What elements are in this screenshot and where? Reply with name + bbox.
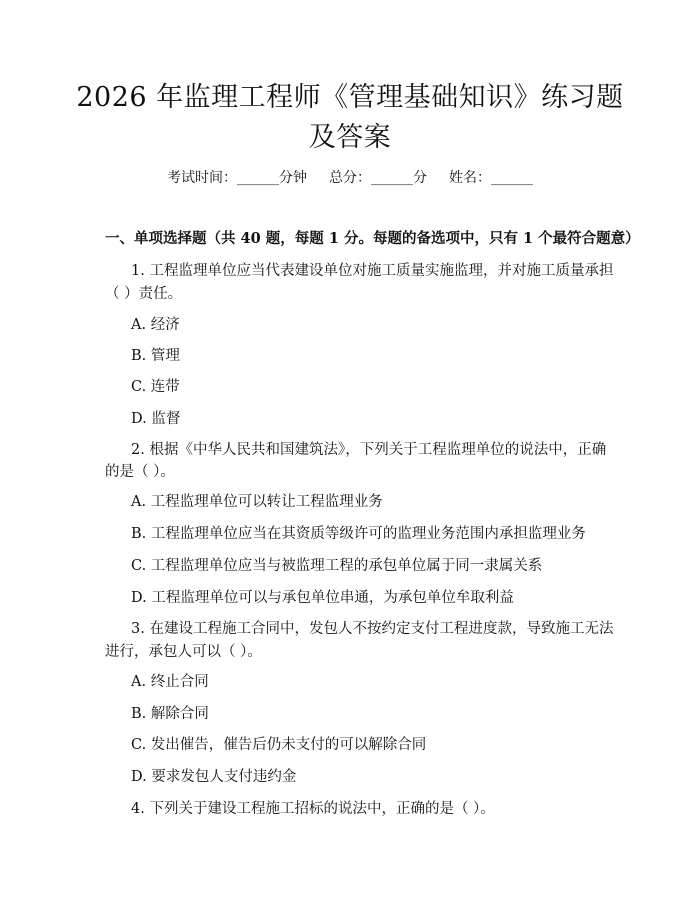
question-1-option-b: B. 管理 (131, 348, 180, 364)
question-1-option-c: C. 连带 (131, 379, 180, 395)
question-2-option-b: B. 工程监理单位应当在其资质等级许可的监理业务范围内承担监理业务 (131, 526, 586, 542)
question-2-option-c: C. 工程监理单位应当与被监理工程的承包单位属于同一隶属关系 (131, 558, 543, 574)
name-label: 姓名：______ (449, 170, 533, 186)
question-3-option-d: D. 要求发包人支付违约金 (131, 769, 297, 785)
question-2-option-a: A. 工程监理单位可以转让工程监理业务 (131, 494, 383, 510)
document-title-line-1: 2026 年监理工程师《管理基础知识》练习题 (76, 82, 624, 113)
question-1-text-cont: （ ）责任。 (105, 286, 183, 302)
question-3-option-c: C. 发出催告，催告后仍未支付的可以解除合同 (131, 737, 427, 753)
question-3-text: 3. 在建设工程施工合同中，发包人不按约定支付工程进度款，导致施工无法 (131, 621, 614, 637)
question-3-text-cont: 进行，承包人可以（ ）。 (105, 644, 262, 660)
question-4-text: 4. 下列关于建设工程施工招标的说法中，正确的是（ ）。 (131, 801, 495, 817)
exam-info (0, 168, 700, 188)
question-1-text: 1. 工程监理单位应当代表建设单位对施工质量实施监理，并对施工质量承担 (131, 263, 614, 279)
total-score-label: 总分：______分 (329, 170, 427, 186)
question-2-option-d: D. 工程监理单位可以与承包单位串通，为承包单位牟取利益 (131, 590, 514, 606)
question-1-option-a: A. 经济 (131, 317, 180, 333)
section-heading: 一、单项选择题（共 40 题，每题 1 分。每题的备选项中，只有 1 个最符合题意） (105, 230, 640, 247)
question-1-option-d: D. 监督 (131, 411, 181, 427)
exam-time-label: 考试时间：______分钟 (167, 170, 307, 186)
question-2-text: 2. 根据《中华人民共和国建筑法》，下列关于工程监理单位的说法中，正确 (131, 442, 607, 458)
question-3-option-a: A. 终止合同 (131, 674, 209, 690)
document-title-line-2: 及答案 (308, 122, 392, 153)
question-3-option-b: B. 解除合同 (131, 706, 209, 722)
question-2-text-cont: 的是（ ）。 (105, 464, 175, 480)
